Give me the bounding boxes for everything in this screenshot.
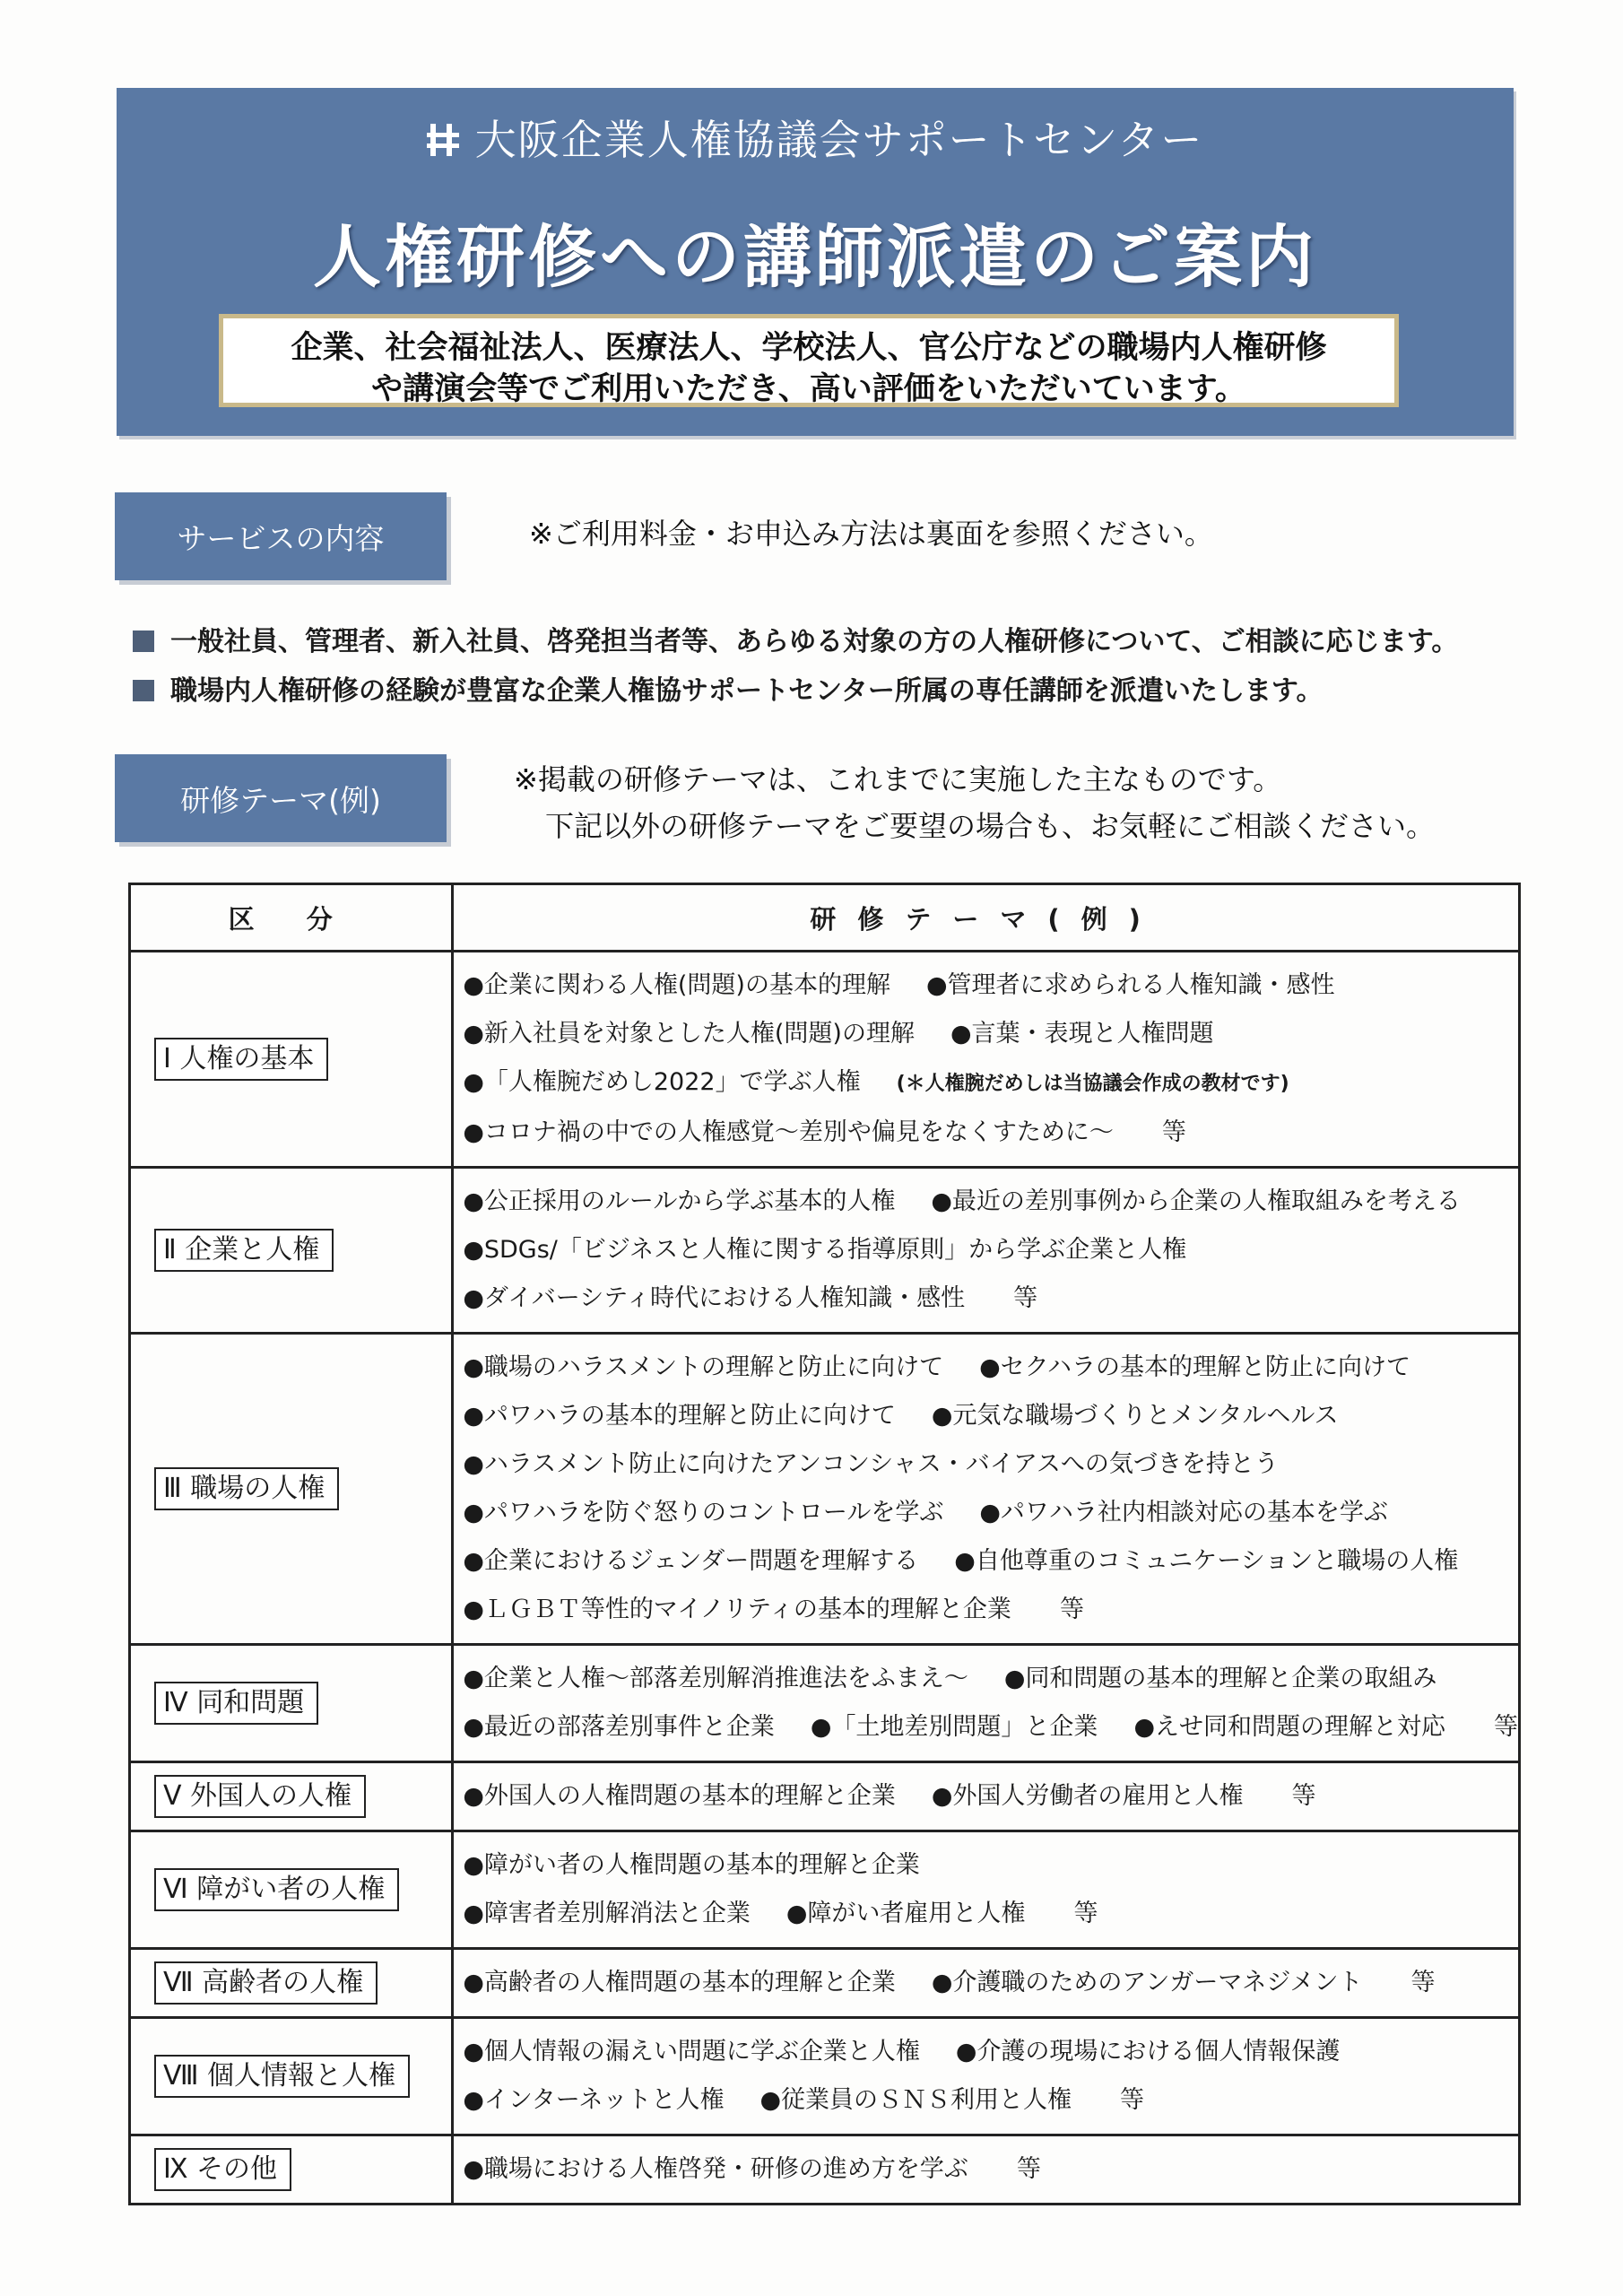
theme-items-cell [453,1334,1520,1645]
themes-tab: 研修テーマ(例) [115,754,447,842]
theme-item: パワハラ社内相談対応の基本を学ぶ [1000,1499,1388,1526]
category-label: Ⅷ 個人情報と人権 [154,2055,410,2098]
bullet-dot-icon: ● [463,1284,484,1312]
bullet-dot-icon: ● [463,1851,484,1879]
header-banner [117,88,1514,436]
etc-label: 等 [1161,1118,1186,1146]
theme-line [463,1058,1518,1109]
theme-items-cell [453,1645,1520,1762]
theme-item: パワハラの基本的理解と防止に向けて [483,1402,896,1430]
square-bullet-icon [133,680,154,701]
theme-item: 高齢者の人権問題の基本的理解と企業 [483,1969,896,1996]
bullet-dot-icon: ● [463,1118,484,1146]
bullet-dot-icon: ● [463,1402,484,1430]
theme-item: えせ同和問題の理解と対応 [1155,1713,1445,1741]
theme-line [463,2076,1518,2125]
service-note: ※ご利用料金・お申込み方法は裏面を参照ください。 [529,517,1213,551]
bullet-dot-icon: ● [931,1969,953,1996]
theme-item: コロナ禍の中での人権感覚～差別や偏見をなくすために～ [483,1118,1114,1146]
theme-items-cell [453,1168,1520,1334]
table-row [130,1831,1520,1949]
theme-item: 「土地差別問題」と企業 [831,1713,1098,1741]
table-row [130,2135,1520,2205]
theme-item: 職場のハラスメントの理解と防止に向けて [483,1353,944,1381]
theme-item: 介護職のためのアンガーマネジメント [952,1969,1363,1996]
table-row [130,952,1520,1168]
bullet-dot-icon: ● [925,971,948,999]
square-bullet-icon [133,631,154,652]
theme-line [463,1703,1518,1752]
org-name: 大阪企業人権協議会サポートセンター [474,116,1204,164]
category-cell [130,2018,453,2135]
theme-item: ＬＧＢＴ等性的マイノリティの基本的理解と企業 [483,1596,1011,1623]
theme-item: 企業と人権～部落差別解消推進法をふまえ～ [483,1665,968,1692]
bullet-dot-icon: ● [759,2086,782,2114]
bullet-dot-icon: ● [463,1450,484,1478]
bullet-dot-icon: ● [463,1969,484,1996]
theme-line [463,1010,1518,1058]
bullet-dot-icon: ● [463,2086,484,2114]
theme-line [463,1226,1518,1274]
bullet-dot-icon: ● [950,1020,972,1048]
theme-line [463,1344,1518,1392]
column-header-category: 区 分 [130,884,453,952]
theme-item: 介護の現場における個人情報保護 [976,2038,1341,2066]
category-label: Ⅳ 同和問題 [154,1682,318,1725]
category-cell [130,952,453,1168]
bullet-dot-icon: ● [463,1499,484,1526]
bullet-dot-icon: ● [785,1900,808,1927]
bullet-dot-icon: ● [463,1187,484,1215]
theme-line [463,1655,1518,1703]
bullet-dot-icon: ● [955,2038,977,2066]
category-cell [130,1949,453,2018]
table-row [130,2018,1520,2135]
column-header-theme: 研修テーマ(例) [453,884,1520,952]
theme-line [463,1841,1518,1890]
theme-item: 障害者差別解消法と企業 [483,1900,751,1927]
theme-note: (＊人権腕だめしは当協議会作成の教材です) [896,1073,1289,1095]
theme-line [463,1392,1518,1440]
theme-item: 企業に関わる人権(問題)の基本的理解 [483,971,890,999]
category-cell [130,1334,453,1645]
category-cell [130,2135,453,2205]
theme-line [463,1274,1518,1323]
service-bullet-text: 職場内人権研修の経験が豊富な企業人権協サポートセンター所属の専任講師を派遣いたします。 [170,675,1324,707]
theme-item: セクハラの基本的理解と防止に向けて [1000,1353,1411,1381]
intro-line-2: や講演会等でご利用いただき、高い評価をいただいています。 [371,371,1246,407]
theme-item: 企業におけるジェンダー問題を理解する [483,1547,919,1575]
category-label: Ⅲ 職場の人権 [154,1467,339,1510]
bullet-dot-icon: ● [463,2155,484,2183]
theme-item: 外国人労働者の雇用と人権 [952,1782,1244,1810]
theme-item: 最近の部落差別事件と企業 [483,1713,775,1741]
bullet-dot-icon: ● [463,1900,484,1927]
bullet-dot-icon: ● [463,1665,484,1692]
theme-items-cell [453,1949,1520,2018]
themes-table [128,883,1521,2205]
etc-label: 等 [1059,1596,1084,1623]
themes-note-1: ※掲載の研修テーマは、これまでに実施した主なものです。 [514,762,1282,796]
intro-box [219,314,1399,407]
bullet-dot-icon: ● [931,1782,953,1810]
bullet-dot-icon: ● [463,1068,484,1096]
theme-item: 職場における人権啓発・研修の進め方を学ぶ [483,2155,968,2183]
theme-item: 従業員のＳＮＳ利用と人権 [781,2086,1072,2114]
bullet-dot-icon: ● [1003,1665,1026,1692]
theme-item: ダイバーシティ時代における人権知識・感性 [483,1284,966,1312]
theme-items-cell [453,1762,1520,1831]
theme-line [463,1890,1518,1938]
etc-label: 等 [1013,1284,1038,1312]
bullet-dot-icon: ● [463,1020,484,1048]
etc-label: 等 [1120,2086,1145,2114]
bullet-dot-icon: ● [463,1782,484,1810]
theme-item: 管理者に求められる人権知識・感性 [947,971,1335,999]
table-row [130,1168,1520,1334]
theme-item: 新入社員を対象とした人権(問題)の理解 [483,1020,915,1048]
theme-line [463,1537,1518,1586]
category-cell [130,1168,453,1334]
theme-line [463,2145,1518,2194]
bullet-dot-icon: ● [979,1499,1001,1526]
theme-item: 言葉・表現と人権問題 [971,1020,1214,1048]
category-label: Ⅶ 高齢者の人権 [154,1961,378,2005]
theme-line [463,1109,1518,1157]
category-label: Ⅸ その他 [154,2148,291,2191]
theme-item: 個人情報の漏えい問題に学ぶ企業と人権 [483,2038,920,2066]
category-label: Ⅰ 人権の基本 [154,1038,328,1081]
category-cell [130,1762,453,1831]
org-name-line [117,108,1514,167]
service-bullet-text: 一般社員、管理者、新入社員、啓発担当者等、あらゆる対象の方の人権研修について、ご相談に応じます。 [170,626,1459,657]
bullet-dot-icon: ● [463,1713,484,1741]
theme-line [463,1772,1518,1821]
bullet-dot-icon: ● [931,1402,953,1430]
bullet-dot-icon: ● [463,2038,484,2066]
theme-item: 元気な職場づくりとメンタルヘルス [952,1402,1339,1430]
org-logo-icon [427,122,459,158]
etc-label: 等 [1073,1900,1098,1927]
theme-item: 外国人の人権問題の基本的理解と企業 [483,1782,896,1810]
theme-items-cell [453,2135,1520,2205]
table-row [130,1949,1520,2018]
etc-label: 等 [1016,2155,1041,2183]
theme-items-cell [453,2018,1520,2135]
theme-line [463,1489,1518,1537]
bullet-dot-icon: ● [1133,1713,1155,1741]
etc-label: 等 [1494,1713,1518,1741]
bullet-dot-icon: ● [463,971,484,999]
page-title: 人権研修への講師派遣のご案内 [313,217,1317,297]
etc-label: 等 [1291,1782,1316,1810]
theme-item: 障がい者の人権問題の基本的理解と企業 [483,1851,920,1879]
theme-line [463,1440,1518,1489]
bullet-dot-icon: ● [463,1236,484,1264]
service-bullet-2 [133,668,1324,708]
theme-item: パワハラを防ぐ怒りのコントロールを学ぶ [483,1499,944,1526]
bullet-dot-icon: ● [931,1187,952,1215]
themes-note-2: 下記以外の研修テーマをご要望の場合も、お気軽にご相談ください。 [545,809,1436,843]
table-row [130,1762,1520,1831]
table-row [130,1334,1520,1645]
table-header-row [130,884,1520,952]
theme-line [463,1178,1518,1226]
theme-line [463,2028,1518,2076]
theme-line [463,961,1518,1010]
theme-item: 障がい者雇用と人権 [807,1900,1026,1927]
category-cell [130,1831,453,1949]
theme-items-cell [453,952,1520,1168]
theme-items-cell [453,1831,1520,1949]
theme-item: SDGs/「ビジネスと人権に関する指導原則」から学ぶ企業と人権 [483,1236,1187,1264]
bullet-dot-icon: ● [979,1353,1001,1381]
theme-line [463,1586,1518,1634]
bullet-dot-icon: ● [463,1596,484,1623]
service-tab: サービスの内容 [115,492,447,580]
intro-line-1: 企業、社会福祉法人、医療法人、学校法人、官公庁などの職場内人権研修 [291,330,1327,366]
theme-item: インターネットと人権 [483,2086,725,2114]
service-bullet-1 [133,619,1458,658]
etc-label: 等 [1410,1969,1436,1996]
category-cell [130,1645,453,1762]
bullet-dot-icon: ● [954,1547,976,1575]
theme-item: 「人権腕だめし2022」で学ぶ人権 [483,1068,861,1096]
bullet-dot-icon: ● [810,1713,832,1741]
theme-item: 同和問題の基本的理解と企業の取組み [1025,1665,1437,1692]
bullet-dot-icon: ● [463,1353,484,1381]
category-label: Ⅴ 外国人の人権 [154,1775,366,1818]
theme-item: 公正採用のルールから学ぶ基本的人権 [483,1187,896,1215]
theme-item: 最近の差別事例から企業の人権取組みを考える [951,1187,1461,1215]
category-label: Ⅵ 障がい者の人権 [154,1868,399,1911]
theme-line [463,1959,1518,2007]
table-row [130,1645,1520,1762]
bullet-dot-icon: ● [463,1547,484,1575]
theme-item: 自他尊重のコミュニケーションと職場の人権 [975,1547,1459,1575]
theme-item: ハラスメント防止に向けたアンコンシャス・バイアスへの気づきを持とう [483,1450,1279,1478]
category-label: Ⅱ 企業と人権 [154,1229,334,1272]
